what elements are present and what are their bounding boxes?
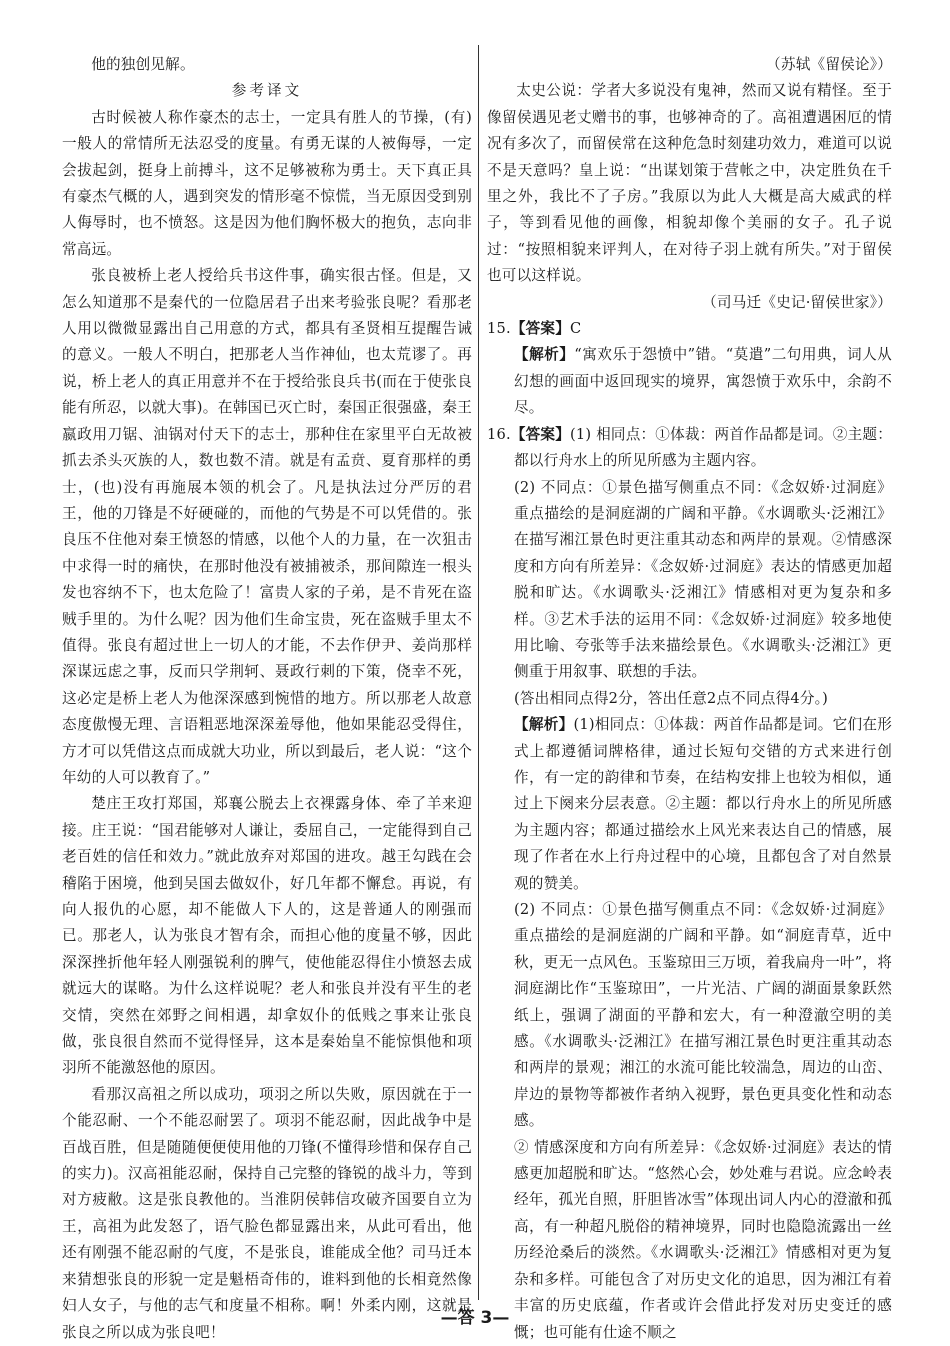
column-divider bbox=[478, 45, 479, 1300]
translation-title: 参考译文 bbox=[231, 82, 303, 100]
intro-line: 他的独创见解。 bbox=[91, 56, 195, 73]
source-citation: （司马迁《史记·留侯世家》） bbox=[702, 293, 892, 311]
translation-paragraph: 看那汉高祖之所以成功，项羽之所以失败，原因就在于一个能忍耐、一个不能忍耐罢了。项羽不能忍耐，因此战争中是百战百胜，但是随随便便使用他的刀锋(不懂得珍惜和保存自己的实力)。汉高祖能忍耐，保持自己完整的锋锐的战斗力，等到对方疲敝。这是张良教他的。当淮阴侯韩信攻破齐国要自立为王，高祖为此发怒了，语气脸色都显露出来，从此可看出，他还有刚强不能忍耐的气度，不是张良，谁能成全他？司马迁本来猜想张良的形貌一定是魁梧奇伟的，谁料到他的长相竟然像妇人女子，与他的志气和度量不相称。啊！外柔内刚，这就是张良之所以成为张良吧！ bbox=[62, 1085, 472, 1341]
question-number: 16. bbox=[487, 425, 511, 443]
analysis-text: (1)相同点：①体裁：两首作品都是词。它们在形式上都遵循词牌格律，通过长短句交错的方式来进行创作，有一定的韵律和节奏，在结构安排上也较为相似，通过上下阕来分层表意。②主题：都以行舟水上的所见所感为主题内容；都通过描绘水上风光来表达自己的情感，展现了作者在水上行舟过程中的心境，且都包含了对自然景观的赞美。 bbox=[514, 716, 892, 892]
question-15-analysis bbox=[487, 342, 892, 421]
translation-paragraph: 太史公说：学者大多说没有鬼神，然而又说有精怪。至于像留侯遇见老丈赠书的事，也够神奇的了。高祖遭遇困厄的情况有多次了，而留侯常在这种危急时刻建功效力，难道可以说不是天意吗？皇上说：“出谋划策于营帐之中，决定胜负在千里之外，我比不了子房。”我原以为此人大概是高大威武的样子，等到看见他的画像，相貌却像个美丽的女子。孔子说过：“按照相貌来评判人，在对待子羽上就有所失。”对于留侯也可以这样说。 bbox=[487, 82, 892, 285]
answer-text: (2) 不同点：①景色描写侧重点不同：《念奴娇·过洞庭》重点描绘的是洞庭湖的广阔和平静。《水调歌头·泛湘江》在描写湘江景色时更注重其动态和两岸的景观。②情感深度和方向有所差异：《念奴娇·过洞庭》表达的情感更加超脱和旷达。《水调歌头·泛湘江》情感相对更为复杂和多样。③艺术手法的运用不同：《念奴娇·过洞庭》较多地使用比喻、夸张等手法来描绘景色。《水调歌头·泛湘江》更侧重于用叙事、联想的手法。 bbox=[514, 478, 892, 681]
source-citation: （苏轼《留侯论》） bbox=[766, 56, 892, 73]
question-number: 15. bbox=[487, 320, 511, 338]
question-16-analysis bbox=[487, 712, 892, 897]
analysis-label: 【解析】 bbox=[514, 716, 574, 734]
analysis-text: “寓欢乐于怨愤中”错。“莫遣”二句用典，词人从幻想的画面中返回现实的境界，寓怨愤于欢乐中，余韵不尽。 bbox=[514, 346, 892, 417]
translation-paragraph: 张良被桥上老人授给兵书这件事，确实很古怪。但是，又怎么知道那不是秦代的一位隐居君子出来考验张良呢？看那老人用以微微显露出自己用意的方式，都具有圣贤相互提醒告诫的意义。一般人不明白，把那老人当作神仙，也太荒谬了。再说，桥上老人的真正用意并不在于授给张良兵书(而在于使张良能有所忍，以就大事)。在韩国已灭亡时，秦国正很强盛，秦王嬴政用刀锯、油锅对付天下的志士，那种住在家里平白无故被抓去杀头灭族的人，数也数不清。就是有孟贲、夏育那样的勇士，(也)没有再施展本领的机会了。凡是执法过分严厉的君王，他的刀锋是不好硬碰的，而他的气势是不可以凭借的。张良压不住他对秦王愤怒的情感，以他个人的力量，在一次狙击中求得一时的痛快，在那时他没有被捕被杀，那间隙连一根头发也容纳不下，也太危险了！富贵人家的子弟，是不肯死在盗贼手里的。为什么呢？因为他们生命宝贵，死在盗贼手里太不值得。张良有超过世上一切人的才能，不去作伊尹、姜尚那样深谋远虑之事，反而只学荆轲、聂政行刺的下策，侥幸不死，这必定是桥上老人为他深深感到惋惜的地方。所以那老人故意态度傲慢无理、言语粗恶地深深羞辱他，他如果能忍受得住，方才可以凭借这点而成就大功业，所以到最后，老人说：“这个年幼的人可以教育了。” bbox=[62, 267, 472, 786]
analysis-label: 【解析】 bbox=[514, 346, 575, 364]
translation-paragraph: 古时候被人称作豪杰的志士，一定具有胜人的节操，(有)一般人的常情所无法忍受的度量。有勇无谋的人被侮辱，一定会拔起剑，挺身上前搏斗，这不足够被称为勇士。天下真正具有豪杰气概的人，遇到突发的情形毫不惊慌，当无原因受到别人侮辱时，也不愤怒。这是因为他们胸怀极大的抱负，志向非常高远。 bbox=[62, 108, 472, 258]
analysis-text: ② 情感深度和方向有所差异：《念奴娇·过洞庭》表达的情感更加超脱和旷达。“悠然心会，妙处难与君说。应念岭表经年，孤光自照，肝胆皆冰雪”体现出词人内心的澄澈和孤高，有一种超凡脱俗的精神境界，同时也隐隐流露出一丝历经沧桑后的淡然。《水调歌头·泛湘江》情感相对更为复杂和多样。可能包含了对历史文化的追思，因为湘江有着丰富的历史底蕴，作者或许会借此抒发对历史变迁的感慨；也可能有仕途不顺之 bbox=[514, 1138, 892, 1341]
question-16-answer bbox=[487, 422, 892, 475]
question-15-answer bbox=[487, 316, 892, 342]
scoring-note: (答出相同点得2分，答出任意2点不同点得4分。) bbox=[514, 689, 829, 707]
analysis-text: (2) 不同点：①景色描写侧重点不同：《念奴娇·过洞庭》重点描绘的是洞庭湖的广阔和平静。如“洞庭青草，近中秋，更无一点风色。玉鉴琼田三万顷，着我扁舟一叶”，将洞庭湖比作“玉鉴琼田”，一片光洁、广阔的湖面景象跃然纸上，强调了湖面的平静和宏大，有一种澄澈空明的美感。《水调歌头·泛湘江》在描写湘江景色时更注重其动态和两岸的景观；湘江的水流可能比较湍急，周边的山峦、岸边的景物等都被作者纳入视野，景色更具变化性和动态感。 bbox=[514, 901, 892, 1130]
answer-text: (1) 相同点：①体裁：两首作品都是词。②主题：都以行舟水上的所见所感为主题内容。 bbox=[514, 425, 892, 470]
right-column bbox=[487, 52, 892, 1346]
answer-label: 【答案】 bbox=[510, 425, 570, 443]
answer-label: 【答案】 bbox=[510, 320, 570, 338]
page-number: —答 3— bbox=[440, 1308, 510, 1328]
left-column bbox=[62, 52, 472, 1346]
translation-paragraph: 楚庄王攻打郑国，郑襄公脱去上衣裸露身体、牵了羊来迎接。庄王说：“国君能够对人谦让，委屈自己，一定能得到自己老百姓的信任和效力。”就此放弃对郑国的进攻。越王勾践在会稽陷于困境，他到吴国去做奴仆，好几年都不懈怠。再说，有向人报仇的心愿，却不能做人下人的，这是普通人的刚强而已。那老人，认为张良才智有余，而担心他的度量不够，因此深深挫折他年轻人刚强锐利的脾气，使他能忍得住小愤怒去成就远大的谋略。为什么这样说呢？老人和张良并没有平生的老交情，突然在郊野之间相遇，却拿奴仆的低贱之事来让张良做，张良很自然而不觉得怪异，这本是秦始皇不能惊惧他和项羽所不能激怒他的原因。 bbox=[62, 795, 472, 1077]
answer-value: C bbox=[570, 320, 582, 338]
